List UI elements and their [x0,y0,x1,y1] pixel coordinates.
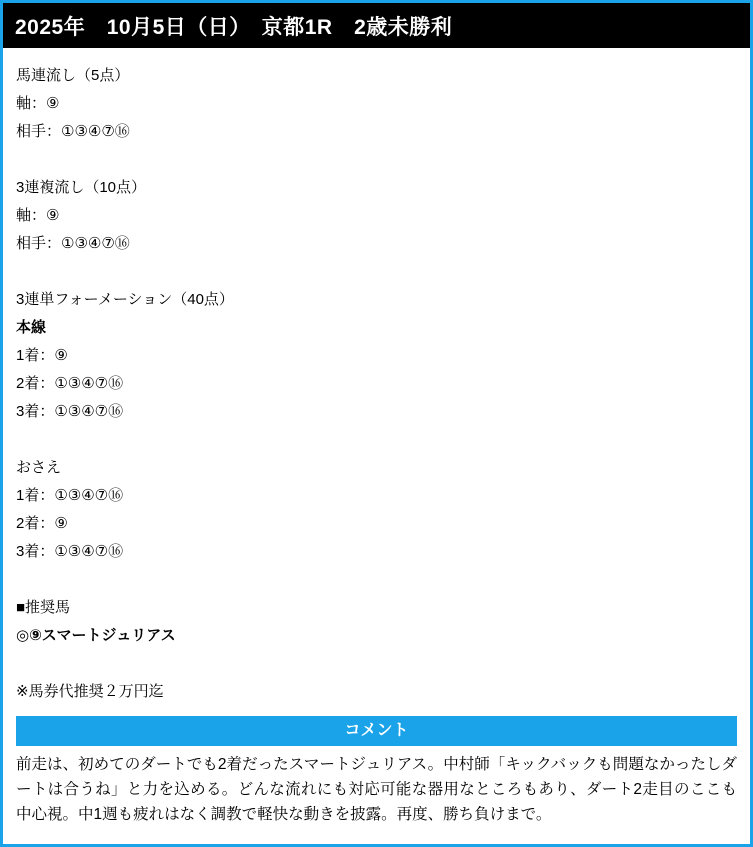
osae-label: おさえ [16,459,62,476]
recommended-horse-name: ◎⑨スマートジュリアス [16,627,176,644]
spacer-2 [16,258,737,286]
osae-second-place: 2着：⑨ [16,515,68,532]
honsen-second-place: 2着：①③④⑦⑯ [16,375,124,392]
sanrenpuku-nagashi-title: 3連複流し（10点） [16,179,147,196]
umaren-partners: 相手：①③④⑦⑯ [16,123,130,140]
budget-note: ※馬券代推奨２万円迄 [16,683,164,700]
recommended-horse-label: ■推奨馬 [16,599,71,616]
honsen-label: 本線 [16,319,47,336]
comment-body: 前走は、初めてのダートでも2着だったスマートジュリアス。中村師「キックバックも問題なかったしダートは合うね」と力を込める。どんな流れにも対応可能な器用なところもあり、ダート2走目のここも中心視。中1週も疲れはなく調教で軽快な動きを披露。再度、勝ち負けまで。 [16,756,737,824]
umaren-axis: 軸：⑨ [16,95,60,112]
spacer-3 [16,426,737,454]
prediction-body [3,48,750,706]
race-header-title: 2025年 10月5日（日） 京都1R 2歳未勝利 [3,3,750,48]
sanrentan-formation-title: 3連単フォーメーション（40点） [16,291,234,308]
osae-first-place: 1着：①③④⑦⑯ [16,487,124,504]
sanrenpuku-axis: 軸：⑨ [16,207,60,224]
comment-section-header: コメント [16,716,737,746]
honsen-first-place: 1着：⑨ [16,347,68,364]
spacer-5 [16,650,737,678]
sanrenpuku-partners: 相手：①③④⑦⑯ [16,235,130,252]
honsen-third-place: 3着：①③④⑦⑯ [16,403,124,420]
osae-third-place: 3着：①③④⑦⑯ [16,543,124,560]
spacer-4 [16,566,737,594]
spacer-1 [16,146,737,174]
umaren-nagashi-title: 馬連流し（5点） [16,67,130,84]
